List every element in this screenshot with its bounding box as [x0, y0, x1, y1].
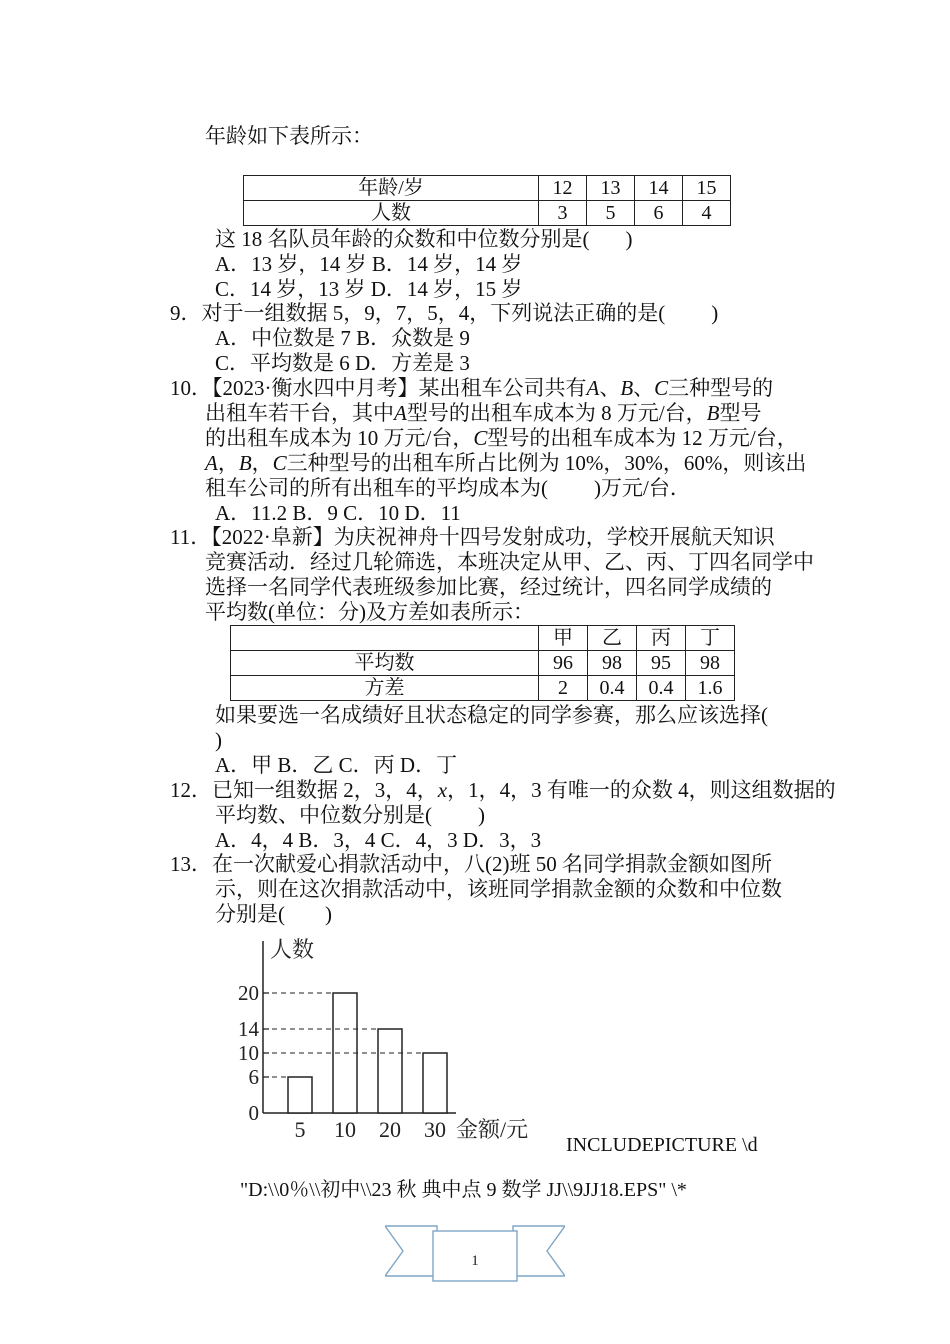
q10-text: 型号的出租车成本为 8 万元/台，: [406, 401, 707, 425]
q11-stem: 如果要选一名成绩好且状态稳定的同学参赛，那么应该选择(: [215, 703, 768, 727]
q10-var-b: B: [238, 451, 252, 475]
q11-line-4: 平均数(单位：分)及方差如表所示：: [205, 600, 534, 624]
table-cell: 乙: [588, 626, 637, 651]
q8-stem: [215, 227, 633, 252]
x-tick-label: 10: [334, 1117, 356, 1142]
q10-var-c: C: [473, 426, 488, 450]
table-cell: 95: [637, 651, 686, 676]
x-axis-label: 金额/元: [456, 1117, 529, 1142]
page-number: 1: [471, 1253, 479, 1269]
table-cell: 15: [683, 176, 731, 201]
q10-sep: ，: [251, 451, 273, 475]
q10-text: 型号: [719, 401, 762, 425]
q12-text: ，1，4，3 有唯一的众数 4，则这组数据的: [447, 778, 836, 802]
q10-var-b: B: [620, 376, 634, 400]
score-table: [230, 625, 735, 701]
q13-text: 在一次献爱心捐款活动中，八(2)班 50 名同学捐款金额如图所: [212, 852, 772, 876]
q12-text: 已知一组数据 2，3，4，: [212, 778, 438, 802]
q12-line-2: [215, 803, 485, 828]
q9-stem-text: 对于一组数据 5，9，7，5，4，下列说法正确的是(: [201, 301, 666, 325]
q8-options-2: C．14 岁，13 岁 D．14 岁，15 岁: [215, 277, 523, 301]
q10-text: 型号的出租车成本为 12 万元/台，: [487, 426, 798, 450]
q9-options-1: A．中位数是 7 B．众数是 9: [215, 326, 470, 350]
table-cell: 13: [587, 176, 635, 201]
q11-stem-close: ): [215, 728, 222, 752]
table-cell: 0.4: [637, 676, 686, 701]
x-tick-label: 30: [424, 1117, 446, 1142]
q13-number: 13．: [170, 852, 212, 876]
q10-var-a: A: [586, 376, 600, 400]
field-code-line-2: "D:\\0％\\初中\\23 秋 典中点 9 数学 JJ\\9JJ18.EPS" \*: [240, 1179, 687, 1201]
q10-line-1: [170, 376, 773, 401]
table-cell: 5: [587, 201, 635, 226]
q13-line-3: [215, 902, 332, 927]
q10-var-b: B: [706, 401, 720, 425]
q11-line-2: 竞赛活动．经过几轮筛选，本班决定从甲、乙、丙、丁四名同学中: [205, 550, 814, 574]
table-cell: 96: [539, 651, 588, 676]
q10-text: 租车公司的所有出租车的平均成本为(: [205, 476, 548, 500]
ribbon-left-tail: [385, 1226, 437, 1276]
table-cell: 丙: [637, 626, 686, 651]
donation-bar-chart: [228, 935, 548, 1150]
table-cell: 4: [683, 201, 731, 226]
q12-line-1: [170, 778, 836, 803]
q10-text: 【2023·衡水四中月考】某出租车公司共有: [212, 376, 587, 400]
bar: [378, 1029, 402, 1113]
q11-options: A．甲 B．乙 C．丙 D．丁: [215, 753, 458, 777]
y-tick-label: 0: [248, 1101, 259, 1125]
q10-sep: ，: [217, 451, 239, 475]
q12-var-x: x: [437, 778, 448, 802]
q11-text: 【2022·阜新】为庆祝神舟十四号发射成功，学校开展航天知识: [211, 525, 775, 549]
table-cell: 甲: [539, 626, 588, 651]
table-cell: 人数: [244, 201, 539, 226]
table-cell: 年龄/岁: [244, 176, 539, 201]
q8-options-1: A．13 岁，14 岁 B．14 岁，14 岁: [215, 252, 523, 276]
q12-text: ): [478, 803, 485, 827]
q10-line-5: [205, 476, 691, 501]
q11-line-3: 选择一名同学代表班级参加比赛，经过统计，四名同学成绩的: [205, 575, 772, 599]
q9-options-2: C．平均数是 6 D．方差是 3: [215, 351, 470, 375]
q10-var-a: A: [394, 401, 407, 425]
table-cell: 平均数: [231, 651, 539, 676]
bar: [423, 1053, 447, 1113]
y-tick-label: 14: [238, 1017, 259, 1041]
table-cell: 2: [539, 676, 588, 701]
q10-line-2: [205, 401, 762, 426]
q9-stem: [170, 301, 718, 326]
table-cell: 98: [686, 651, 735, 676]
q10-options: A．11.2 B．9 C．10 D．11: [215, 501, 461, 525]
q9-number: 9．: [170, 301, 202, 325]
y-axis-label: 人数: [270, 937, 315, 962]
q10-line-4: [205, 451, 806, 476]
q10-var-c: C: [272, 451, 287, 475]
table-cell: 0.4: [588, 676, 637, 701]
table-cell: 方差: [231, 676, 539, 701]
q9-stem-close: ): [711, 301, 719, 325]
q10-sep: 、: [599, 376, 621, 400]
q10-text: )万元/台．: [594, 476, 691, 500]
q13-text: ): [325, 902, 332, 926]
q13-line-2: 示，则在这次捐款活动中，该班同学捐款金额的众数和中位数: [215, 877, 782, 901]
table-cell: 12: [539, 176, 587, 201]
y-tick-label: 10: [238, 1041, 259, 1065]
ribbon-right-tail: [513, 1226, 565, 1276]
table-cell: 98: [588, 651, 637, 676]
q10-text: 三种型号的出租车所占比例为 10%，30%，60%，则该出: [286, 451, 807, 475]
q12-text: 平均数、中位数分别是(: [215, 803, 432, 827]
table-cell: 1.6: [686, 676, 735, 701]
y-tick-label: 20: [238, 981, 259, 1005]
table-row: [231, 651, 735, 676]
q10-text: 出租车若干台，其中: [205, 401, 394, 425]
q11-number: 11．: [170, 525, 212, 549]
q10-var-c: C: [654, 376, 669, 400]
table-cell: 丁: [686, 626, 735, 651]
x-tick-label: 5: [294, 1117, 306, 1142]
q12-number: 12．: [170, 778, 212, 802]
table-cell: 6: [635, 201, 683, 226]
table-row: [231, 676, 735, 701]
intro-line: 年龄如下表所示：: [205, 124, 373, 148]
q11-line-1: [170, 525, 775, 550]
q10-var-a: A: [205, 451, 218, 475]
q10-line-3: [205, 426, 798, 451]
q8-stem-text: 这 18 名队员年龄的众数和中位数分别是(: [215, 227, 590, 251]
q12-options: A．4，4 B．3，4 C．4，3 D．3，3: [215, 828, 542, 852]
x-tick-label: 20: [379, 1117, 401, 1142]
page-number-ribbon: [385, 1218, 565, 1288]
field-code-line-1: INCLUDEPICTURE \d: [566, 1134, 758, 1156]
q13-line-1: [170, 852, 772, 877]
q10-text: 的出租车成本为 10 万元/台，: [205, 426, 474, 450]
age-table: [243, 175, 731, 226]
bar: [288, 1077, 312, 1113]
q8-stem-close: ): [625, 227, 633, 251]
q13-text: 分别是(: [215, 902, 285, 926]
q10-sep: 、: [633, 376, 655, 400]
table-row: [244, 201, 731, 226]
table-row: [244, 176, 731, 201]
table-cell: 14: [635, 176, 683, 201]
q10-number: 10．: [170, 376, 212, 400]
q10-text: 三种型号的: [668, 376, 774, 400]
table-row: [231, 626, 735, 651]
table-cell: 3: [539, 201, 587, 226]
table-cell: [231, 626, 539, 651]
y-tick-label: 6: [248, 1065, 259, 1089]
